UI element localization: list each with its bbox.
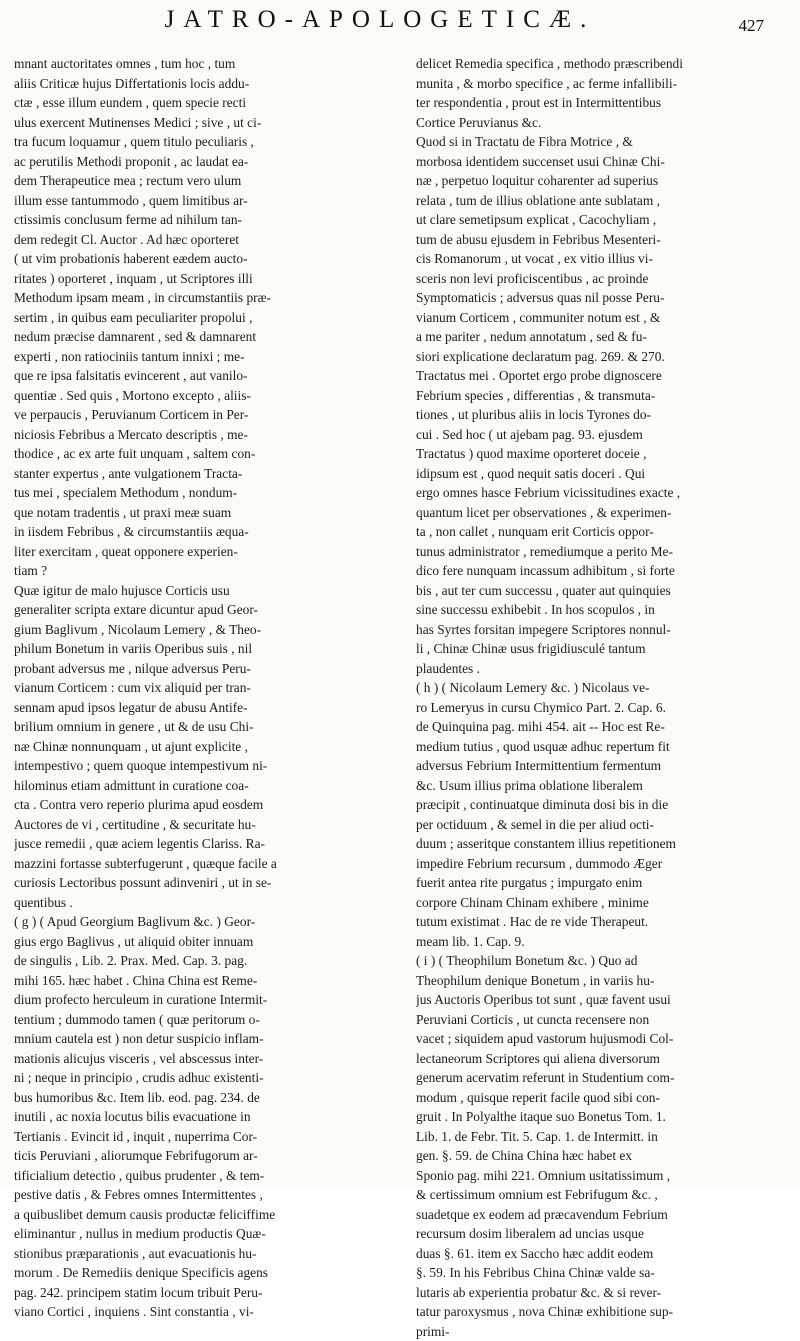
text-line: ac perutilis Methodi proponit , ac laudat ea- (14, 152, 379, 172)
text-line: ( g ) ( Apud Georgium Baglivum &c. ) Geor- (14, 912, 379, 932)
text-line: has Syrtes forsitan impegere Scriptores nonnul- (416, 620, 788, 640)
text-line: Tractatus mei . Oportet ergo probe dignoscere (416, 366, 788, 386)
text-line: brilium omnium in genere , ut & de usu Chi- (14, 717, 379, 737)
text-line: mazzini fortasse subterfugerunt , quæque facile a (14, 854, 379, 874)
text-line: aliis Criticæ hujus Differtationis locis addu- (14, 74, 379, 94)
text-line: philum Bonetum in variis Operibus suis , nil (14, 639, 379, 659)
text-line: tiam ? (14, 561, 379, 581)
text-line: stionibus præparationis , aut evacuationis hu- (14, 1244, 379, 1264)
text-line: generaliter scripta extare dicuntur apud Geor- (14, 600, 379, 620)
text-line: sine successu exhibebit . In hos scopulos , in (416, 600, 788, 620)
text-line: duas §. 61. item ex Saccho hæc addit eodem (416, 1244, 788, 1264)
text-line: plaudentes . (416, 659, 788, 679)
text-line: sertim , in quibus eam peculiariter propolui , (14, 308, 379, 328)
text-line: quentibus . (14, 893, 379, 913)
text-line: per octiduum , & semel in die per aliud octi- (416, 815, 788, 835)
text-line: idipsum est , quod nequit satis doceri . Qui (416, 464, 788, 484)
right-text-column (416, 54, 788, 1341)
text-line: Peruviani Corticis , ut cuncta recensere non (416, 1010, 788, 1030)
text-line: que re ipsa falsitatis evincerent , aut vanilo- (14, 366, 379, 386)
text-line: jus Auctoris Operibus tot sunt , quæ favent usui (416, 990, 788, 1010)
text-line: ( h ) ( Nicolaum Lemery &c. ) Nicolaus ve- (416, 678, 788, 698)
text-line: Lib. 1. de Febr. Tit. 5. Cap. 1. de Intermitt. in (416, 1127, 788, 1147)
text-line: dem redegit Cl. Auctor . Ad hæc oporteret (14, 230, 379, 250)
text-line: ulus exercent Mutinenses Medici ; sive , ut ci- (14, 113, 379, 133)
text-line: lectaneorum Scriptores qui aliena diversorum (416, 1049, 788, 1069)
text-line: Cortice Peruvianus &c. (416, 113, 788, 133)
text-line: in iisdem Febribus , & circumstantiis æqua- (14, 522, 379, 542)
text-line: Quod si in Tractatu de Fibra Motrice , & (416, 132, 788, 152)
text-line: primi- (416, 1322, 788, 1341)
text-line: niciosis Febribus a Mercato descriptis , me- (14, 425, 379, 445)
text-line: ut clare semetipsum explicat , Cacochyliam , (416, 210, 788, 230)
text-line: siori explicatione declaratum pag. 269. & 270. (416, 347, 788, 367)
text-line: & certissimum omnium est Febrifugum &c. , (416, 1185, 788, 1205)
left-text-column (14, 54, 379, 1322)
text-line: præcipit , continuatque diminuta dosi bis in die (416, 795, 788, 815)
text-line: ticis Peruviani , aliorumque Febrifugorum ar- (14, 1146, 379, 1166)
text-line: ro Lemeryus in cursu Chymico Part. 2. Cap. 6. (416, 698, 788, 718)
text-line: tum de abusu ejusdem in Febribus Mesenteri- (416, 230, 788, 250)
text-line: Quæ igitur de malo hujusce Corticis usu (14, 581, 379, 601)
text-line: morum . De Remediis denique Specificis agens (14, 1263, 379, 1283)
text-line: recursum dosim liberalem ad uncias usque (416, 1224, 788, 1244)
text-line: meam lib. 1. Cap. 9. (416, 932, 788, 952)
text-line: gium Baglivum , Nicolaum Lemery , & Theo- (14, 620, 379, 640)
text-line: Tractatus ) quod maxime oporteret doceie , (416, 444, 788, 464)
text-line: li , Chinæ Chinæ usus frigidiusculé tantum (416, 639, 788, 659)
text-line: tunus administrator , remediumque a perito Me- (416, 542, 788, 562)
text-line: &c. Usum illius prima oblatione liberalem (416, 776, 788, 796)
text-line: illum esse tantummodo , quem limitibus ar- (14, 191, 379, 211)
text-line: cta . Contra vero reperio plurima apud eosdem (14, 795, 379, 815)
text-line: adversus Febrium Intermittentium fermentum (416, 756, 788, 776)
text-line: intempestivo ; quem quoque intempestivum ni- (14, 756, 379, 776)
text-line: cui . Sed hoc ( ut ajebam pag. 93. ejusdem (416, 425, 788, 445)
text-line: sceris non levi proficiscentibus , ac proinde (416, 269, 788, 289)
text-line: tutum existimat . Hac de re vide Therapeut. (416, 912, 788, 932)
text-line: tatur paroxysmus , nova Chinæ exhibitione sup- (416, 1302, 788, 1322)
text-line: eliminantur , nullus in medium productis Quæ- (14, 1224, 379, 1244)
text-line: hilominus etiam admittunt in curatione coa- (14, 776, 379, 796)
text-line: fuerit antea rite purgatus ; impurgato enim (416, 873, 788, 893)
text-line: mationis alicujus visceris , vel abscessus inter- (14, 1049, 379, 1069)
text-line: ergo omnes hasce Febrium vicissitudines exacte , (416, 483, 788, 503)
text-line: pestive datis , & Febres omnes Intermittentes , (14, 1185, 379, 1205)
text-line: ( i ) ( Theophilum Bonetum &c. ) Quo ad (416, 951, 788, 971)
text-line: inutili , ac noxia locutus bilis evacuatione in (14, 1107, 379, 1127)
text-line: ctissimis conclusum ferme ad nihilum tan- (14, 210, 379, 230)
text-line: impedire Febrium recursum , dummodo Æger (416, 854, 788, 874)
text-line: probant adversus me , nilque adversus Peru- (14, 659, 379, 679)
text-line: gius ergo Baglivus , ut aliquid obiter innuam (14, 932, 379, 952)
text-line: curiosis Lectoribus possunt adinveniri , ut in se- (14, 873, 379, 893)
text-line: ni ; neque in principio , crudis adhuc existenti- (14, 1068, 379, 1088)
text-line: stanter expertus , ante vulgationem Tracta- (14, 464, 379, 484)
text-line: sennam apud ipsos legatur de abusu Antife- (14, 698, 379, 718)
running-head: JATRO-APOLOGETICÆ. (60, 6, 700, 34)
text-line: medium tutius , quod usquæ adhuc repertum fit (416, 737, 788, 757)
text-line: Methodum ipsam meam , in circumstantiis præ- (14, 288, 379, 308)
text-line: a me pariter , nedum annotatum , sed & fu- (416, 327, 788, 347)
text-line: Febrium species , differentias , & transmuta- (416, 386, 788, 406)
text-line: mnium cautela est ) non detur suspicio inflam- (14, 1029, 379, 1049)
text-line: suadetque ex eodem ad præcavendum Febrium (416, 1205, 788, 1225)
text-line: quentiæ . Sed quis , Mortono excepto , aliis- (14, 386, 379, 406)
text-line: corpore Chinam Chinam exhibere , minime (416, 893, 788, 913)
text-line: dium profecto herculeum in curatione Intermit- (14, 990, 379, 1010)
text-line: de Quinquina pag. mihi 454. ait -- Hoc est Re- (416, 717, 788, 737)
text-line: næ , perpetuo loquitur coharenter ad superius (416, 171, 788, 191)
text-line: vacet ; siquidem apud vastorum hujusmodi Col- (416, 1029, 788, 1049)
text-line: vianum Corticem , communiter notum est , & (416, 308, 788, 328)
text-line: jusce remedii , quæ aciem legentis Clariss. Ra- (14, 834, 379, 854)
text-line: dem Therapeutice mea ; rectum vero ulum (14, 171, 379, 191)
text-line: Theophilum denique Bonetum , in variis hu- (416, 971, 788, 991)
text-line: morbosa identidem succenset usui Chinæ Chi- (416, 152, 788, 172)
text-line: ter respondentia , prout est in Intermittentibus (416, 93, 788, 113)
text-line: thodice , ac ex arte fuit unquam , saltem con- (14, 444, 379, 464)
text-line: ritates ) oporteret , inquam , ut Scriptores illi (14, 269, 379, 289)
text-line: mnant auctoritates omnes , tum hoc , tum (14, 54, 379, 74)
text-line: tentium ; dummodo tamen ( quæ peritorum o- (14, 1010, 379, 1030)
text-line: bus humoribus &c. Item lib. eod. pag. 234. de (14, 1088, 379, 1108)
text-line: que notam tradentis , ut praxi meæ suam (14, 503, 379, 523)
text-line: liter exercitam , queat opponere experien- (14, 542, 379, 562)
text-line: dico fere nunquam incassum adhibitum , si forte (416, 561, 788, 581)
text-line: Tertianis . Evincit id , inquit , nuperrima Cor- (14, 1127, 379, 1147)
text-line: tificialium detectio , quibus prudenter , & tem- (14, 1166, 379, 1186)
text-line: relata , tum de illius oblatione ante sublatam , (416, 191, 788, 211)
text-line: §. 59. In his Febribus China Chinæ valde sa- (416, 1263, 788, 1283)
text-line: ctæ , esse illum eundem , quem specie recti (14, 93, 379, 113)
text-line: Symptomaticis ; adversus quas nil posse Peru- (416, 288, 788, 308)
text-line: bis , aut ter cum successu , quater aut quinquies (416, 581, 788, 601)
page-number: 427 (739, 16, 765, 36)
text-line: nedum præcise damnarent , sed & damnarent (14, 327, 379, 347)
text-line: tus mei , specialem Methodum , nondum- (14, 483, 379, 503)
text-line: gruit . In Polyalthe itaque suo Bonetus Tom. 1. (416, 1107, 788, 1127)
text-line: tiones , ut pluribus aliis in locis Tyrones do- (416, 405, 788, 425)
text-line: pag. 242. principem statim locum tribuit Peru- (14, 1283, 379, 1303)
text-line: a quibuslibet demum causis productæ feliciffime (14, 1205, 379, 1225)
text-line: ta , non callet , nunquam erit Corticis oppor- (416, 522, 788, 542)
text-line: vianum Corticem : cum vix aliquid per tran- (14, 678, 379, 698)
text-line: cis Romanorum , ut vocat , ex vitio illius vi- (416, 249, 788, 269)
text-line: gen. §. 59. de China China hæc habet ex (416, 1146, 788, 1166)
text-line: Sponio pag. mihi 221. Omnium usitatissimum , (416, 1166, 788, 1186)
text-line: lutaris ab experientia probatur &c. & si rever- (416, 1283, 788, 1303)
text-line: experti , non ratiociniis tantum innixi ; me- (14, 347, 379, 367)
text-line: Auctores de vi , certitudine , & securitate hu- (14, 815, 379, 835)
text-line: næ Chinæ nonnunquam , ut ajunt explicite , (14, 737, 379, 757)
text-line: ve perpaucis , Peruvianum Corticem in Per- (14, 405, 379, 425)
text-line: mihi 165. hæc habet . China China est Reme- (14, 971, 379, 991)
text-line: tra fucum loquamur , quem titulo peculiaris , (14, 132, 379, 152)
text-line: delicet Remedia specifica , methodo præscribendi (416, 54, 788, 74)
text-line: munita , & morbo specifice , ac ferme infallibili- (416, 74, 788, 94)
text-line: generum acervatim referunt in Studentium com- (416, 1068, 788, 1088)
text-line: ( ut vim probationis haberent eædem aucto- (14, 249, 379, 269)
text-line: de singulis , Lib. 2. Prax. Med. Cap. 3. pag. (14, 951, 379, 971)
text-line: modum , quisque reperit facile quod sibi con- (416, 1088, 788, 1108)
text-line: quantum licet per observationes , & experimen- (416, 503, 788, 523)
text-line: viano Cortici , inquiens . Sint constantia , vi- (14, 1302, 379, 1322)
text-line: duum ; asseritque constantem illius repetitionem (416, 834, 788, 854)
